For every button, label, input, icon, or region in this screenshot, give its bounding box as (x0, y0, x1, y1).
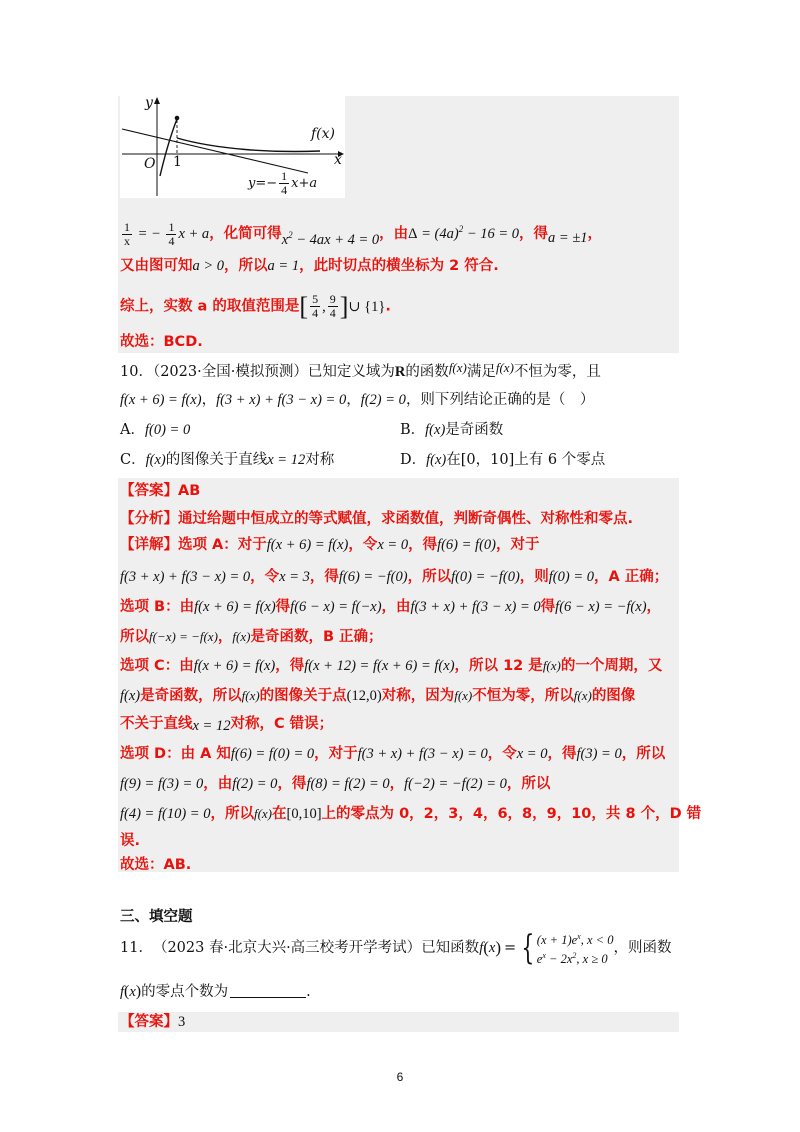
a10-analysis: 【分析】通过给题中恒成立的等式赋值，求函数值，判断奇偶性、对称性和零点. (120, 511, 634, 527)
a10-line-d1 (120, 744, 665, 764)
a10-eq: f(x + 6) = f(x) (193, 658, 276, 674)
a10-eq: f(x) (253, 806, 272, 821)
a10-t: ，得 (408, 537, 438, 553)
a10-line-a1 (120, 535, 539, 555)
a10-eq: x = 12 (192, 718, 231, 734)
a10-eq: [0,10] (286, 806, 322, 822)
q10-text-5: ，则下列结论正确的是（ ） (405, 392, 595, 408)
a10-t: ，所以 (210, 806, 254, 822)
a10-t: ，令 (348, 537, 378, 553)
q11-source: （2023 春·北京大兴·高三校考开学考试） (152, 940, 422, 956)
a10-t: 选项 B：由 (120, 599, 195, 615)
curve-label: f(x) (311, 126, 336, 142)
q10-fx-2: f(x) (495, 360, 514, 375)
q10-source: （2023·全国·模拟预测） (152, 364, 308, 380)
q11-text-4: . (306, 984, 311, 1000)
solution-block-q11 (118, 1012, 679, 1032)
option-c-label: C． (120, 452, 146, 468)
q11-answer-value: 3 (178, 1014, 186, 1030)
sol9-text-4: 又由图可知 (120, 258, 193, 274)
q10-text-3: 满足 (466, 364, 496, 380)
q10-text-1: 已知定义域为 (307, 364, 395, 380)
a10-eq: x = 0 (377, 537, 409, 553)
a10-t: ，所以 12 是 (454, 658, 543, 674)
q10-stem-line-1: 10．（2023·全国·模拟预测）已知定义域为R的函数f(x)满足f(x)不恒为零，且 (120, 360, 601, 380)
equation-6: a = 1 (267, 258, 300, 274)
a10-t: 的一个周期，又 (560, 658, 663, 674)
q11-stem-line-2: f(x)的零点个数为 . (120, 983, 311, 1000)
a10-t: ，由 (381, 599, 411, 615)
equation-5: a > 0 (192, 258, 225, 274)
a10-line-c2 (120, 686, 635, 706)
q11-text-3: 的零点个数为 (141, 984, 229, 1000)
a10-eq: f(6) = −f(0) (338, 569, 408, 585)
a10-eq: f(3 + x) + f(3 − x) = 0 (410, 599, 541, 615)
a10-eq: f(8) = f(2) = 0 (306, 776, 390, 792)
a10-eq: f(4) = f(10) = 0 (120, 806, 211, 822)
a10-t: ，得 (275, 658, 305, 674)
q11-fx: f (120, 984, 125, 1000)
q11-text-2: ，则函数 (613, 940, 672, 956)
a10-t: 对称，因为 (381, 688, 455, 704)
a10-eq: f(9) = f(3) = 0 (120, 776, 204, 792)
origin-label: O (144, 156, 156, 172)
a10-eq: f(−2) = −f(2) = 0 (404, 776, 507, 792)
a10-t: 是奇函数，B 正确； (250, 629, 383, 645)
a10-final: 故选：AB. (120, 857, 192, 873)
a10-t: ，得 (547, 746, 577, 762)
a10-t: 得 (540, 599, 556, 615)
a10-t: ，得 (277, 776, 307, 792)
line-label (248, 170, 317, 197)
a10-eq: x = 0 (516, 746, 548, 762)
q10-option-d[interactable] (400, 450, 605, 470)
equation-3: $\Delta = (4a)^2 - 16 = 0$ (408, 224, 520, 242)
a10-eq: f(x) (120, 688, 141, 704)
equation-4: a = ±1 (548, 229, 588, 246)
q10-option-b[interactable] (400, 420, 503, 440)
a10-eq: f(3 + x) + f(3 − x) = 0 (120, 569, 251, 585)
line-label-prefix: y=− (248, 176, 278, 191)
sol9-text-6: ，此时切点的横坐标为 2 符合. (299, 258, 499, 274)
a10-eq: f(3 + x) + f(3 − x) = 0 (357, 746, 488, 762)
a10-t: ，令 (250, 569, 280, 585)
a10-eq: f(3) = 0 (576, 746, 622, 762)
option-a-formula: f(0) = 0 (144, 422, 191, 438)
line-label-suffix: x+a (291, 176, 318, 191)
a10-t: 的图像 (591, 688, 636, 704)
a10-line-b2: 所以f(−x) = −f(x)，f(x)是奇函数，B 正确； (120, 629, 383, 645)
option-b-fx: f(x) (425, 422, 446, 438)
a10-t: ，得 (309, 569, 339, 585)
a10-line-d3 (120, 804, 701, 824)
option-c-text-1: 的图像关于直线 (165, 452, 268, 468)
equation-1: $\frac{1}{x}$ = − $\frac{1}{4}$ x + a (124, 220, 210, 248)
a10-t: ，所以 (621, 746, 666, 762)
page-number: 6 (396, 1070, 404, 1084)
a10-eq: f(x + 6) = f(x) (266, 537, 349, 553)
a10-eq: f(0) = −f(0) (451, 569, 520, 585)
q10-cond-3: f(2) = 0 (360, 392, 406, 408)
a10-t: 所以 (120, 629, 149, 645)
q11-piecewise: f ( x ) = { $(x + 1)e^x$, x < 0 $e^x - 2x^2$, x ≥ 0 (479, 928, 614, 968)
q10-text-4: 不恒为零，且 (513, 364, 601, 380)
q11-number: 11． (120, 940, 153, 956)
a10-t: 所以 (521, 776, 551, 792)
option-c-text-2: 对称 (305, 452, 335, 468)
a10-t: ，所以 (407, 569, 452, 585)
option-d-text: 在[0，10]上有 6 个零点 (446, 452, 606, 468)
range-expression: [ $\frac{5}{4}$ , $\frac{9}{4}$ ] ∪ {1} (299, 291, 386, 321)
a10-eq: f(x) (241, 688, 260, 703)
sol9-text-3: ，得 (519, 225, 549, 242)
sol9-text-1: ，化简可得 (209, 225, 282, 242)
a10-t: ，由 (203, 776, 233, 792)
a10-eq: f(x + 6) = f(x) (194, 599, 276, 615)
a10-eq: f(−x) = −f(x) (149, 629, 218, 644)
a10-line-d4: 误. (120, 833, 141, 849)
q10-option-c[interactable] (120, 450, 334, 470)
a10-t: 不关于直线 (120, 716, 193, 732)
option-d-label: D． (400, 452, 427, 468)
a10-t: 得 (275, 599, 291, 615)
q10-cond-2: f(3 + x) + f(3 − x) = 0 (216, 392, 347, 408)
q10-fx-1: f(x) (448, 360, 467, 375)
a10-line-a2 (120, 567, 668, 587)
option-a-label: A． (120, 422, 145, 438)
a10-t: ，A 正确； (594, 569, 669, 585)
a10-eq: f(6 − x) = f(−x) (290, 599, 382, 615)
a10-eq: f(x + 12) = f(x + 6) = f(x) (304, 658, 455, 674)
sol9-text-7: 综上，实数 a 的取值范围是 (120, 298, 300, 315)
y-axis-label: y (145, 95, 153, 111)
a10-eq: f(x) (454, 688, 473, 703)
q11-answer-label: 【答案】 (120, 1014, 178, 1030)
q10-text-2: 的函数 (405, 364, 449, 380)
a10-line-c1 (120, 656, 662, 676)
q10-stem-line-2: f(x + 6) = f(x)，f(3 + x) + f(3 − x) = 0，f(2) = 0，则下列结论正确的是（ ） (120, 392, 595, 408)
a10-t: 在 (272, 806, 287, 822)
a10-t: 选项 C：由 (120, 658, 194, 674)
a10-eq: x = 3 (279, 569, 310, 585)
a10-line-b1: 选项 B：由f(x + 6) = f(x)得f(6 − x) = f(−x)，由f(3 + x) + f(3 − x) = 0得f(6 − x) = −f(x)， (120, 599, 662, 615)
a10-eq: f(0) = 0 (548, 569, 595, 585)
q11-stem-line-1 (120, 928, 672, 968)
a10-t: 对称，C 错误； (230, 716, 334, 732)
function-graph (120, 96, 345, 198)
a10-line-c3 (120, 714, 333, 734)
q11-answer (120, 1012, 185, 1032)
a10-answer: 【答案】AB (120, 483, 201, 499)
a10-detail-head: 【详解】选项 A：对于 (120, 537, 267, 553)
a10-t: ，令 (487, 746, 517, 762)
a10-eq: f(6 − x) = −f(x) (555, 599, 647, 615)
option-c-fx: f(x) (145, 452, 166, 468)
sol9-final: 故选：BCD. (120, 334, 203, 350)
a10-t: ，对于 (314, 746, 358, 762)
equation-2: $x^2 - 4ax + 4 = 0$ (281, 230, 380, 248)
sol9-text-5: ，所以 (224, 258, 268, 274)
a10-t: 选项 D：由 A 知 (120, 746, 231, 762)
option-c-eq: x = 12 (267, 452, 306, 468)
q10-option-a[interactable] (120, 420, 190, 440)
a10-eq: f(x) (542, 658, 561, 673)
x-axis-label: x (334, 152, 342, 168)
section-title: 三、填空题 (120, 909, 193, 925)
line-frac-den: 4 (281, 183, 288, 197)
a10-t: 的图像关于点 (259, 688, 347, 704)
a10-t: ，对于 (495, 537, 540, 553)
a10-eq: f(x) (573, 688, 592, 703)
sol9-line-2 (120, 256, 499, 276)
a10-eq: f(6) = f(0) (437, 537, 496, 553)
q10-number: 10． (120, 364, 153, 380)
option-b-label: B． (400, 422, 426, 438)
a10-eq: f(x) (232, 629, 251, 644)
q11-answer-blank[interactable] (230, 983, 306, 998)
sol9-line-1: $\frac{1}{x}$ = − $\frac{1}{4}$ x + a，化简可得$x^2 - 4ax + 4 = 0$，由$\Delta = (4a)^2 - 16 = 0$，得a = ±1， (120, 219, 602, 248)
line-label-fraction (279, 170, 289, 197)
a10-eq: f(6) = f(0) = 0 (230, 746, 315, 762)
q10-cond-1: f(x + 6) = f(x) (120, 392, 202, 408)
option-d-fx: f(x) (426, 452, 447, 468)
a10-t: 是奇函数，所以 (140, 688, 242, 704)
a10-eq: (12,0) (346, 688, 382, 704)
a10-t: ，则 (519, 569, 549, 585)
a10-line-d2: f(9) = f(3) = 0，由f(2) = 0，得f(8) = f(2) = 0，f(−2) = −f(2) = 0，所以 (120, 776, 551, 792)
sol9-line-3: 综上，实数 a 的取值范围是 [ $\frac{5}{4}$ , $\frac{9}{4}$ ] ∪ {1}. (120, 291, 391, 321)
sol9-text-2: ，由 (379, 225, 409, 242)
q11-text-1: 已知函数 (421, 940, 480, 956)
tick-label-1: 1 (173, 154, 182, 170)
a10-t: 上的零点为 0，2，3，4，6，8，9，10，共 8 个，D 错 (321, 806, 702, 822)
a10-t: 不恒为零，所以 (472, 688, 574, 704)
line-frac-num: 1 (281, 169, 288, 183)
a10-eq: f(2) = 0 (232, 776, 278, 792)
option-b-text: 是奇函数 (445, 422, 504, 438)
